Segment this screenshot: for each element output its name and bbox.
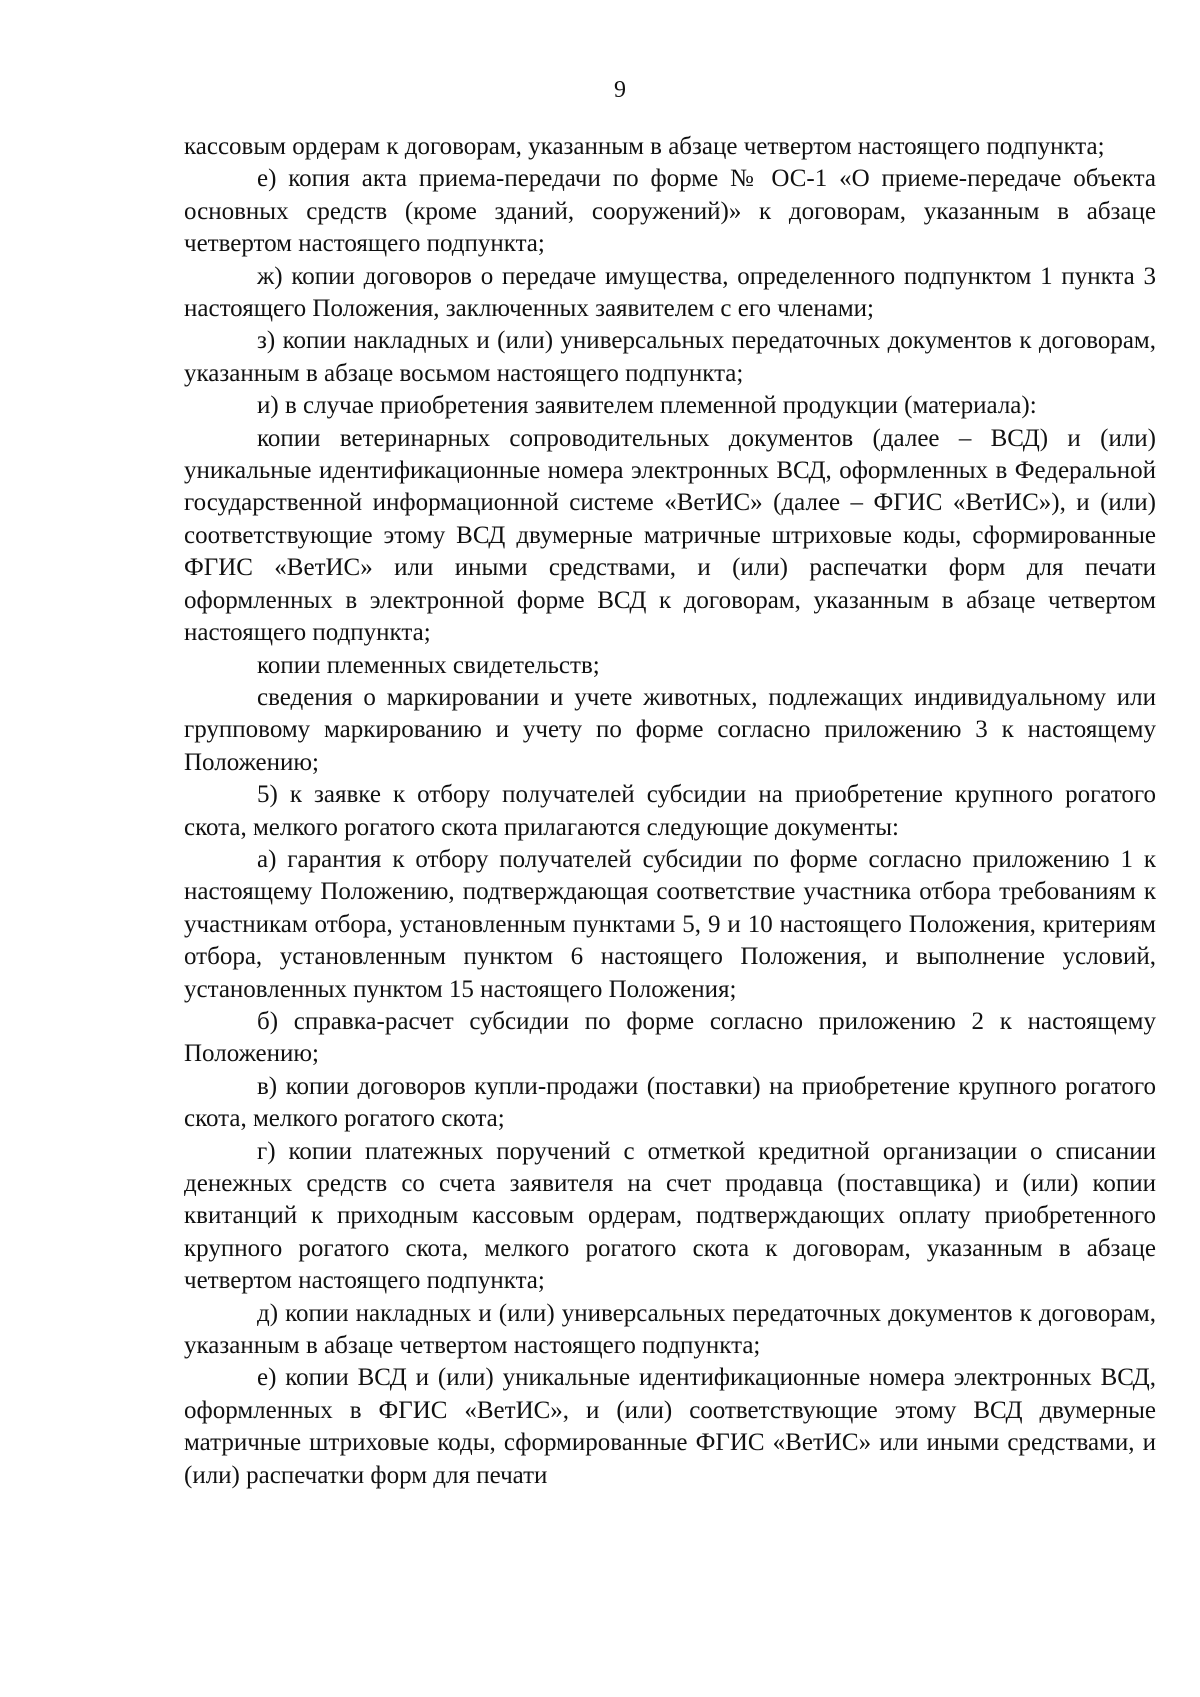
paragraph-item-zh-property-contracts: ж) копии договоров о передаче имущества, определенного подпунктом 1 пункта 3 настоящего Положения, заключенных заявителем с его членами; xyxy=(184,262,1156,323)
paragraph-item-e-act-os1: е) копия акта приема-передачи по форме № ОС-1 «О приеме-передаче объекта основных средств (кроме зданий, сооружений)» к договорам, указанным в абзаце четвертом настоящего подпункта; xyxy=(184,165,1156,258)
paragraph-animal-marking: сведения о маркировании и учете животных, подлежащих индивидуальному или групповому маркированию и учету по форме согласно приложению 3 к настоящему Положению; xyxy=(184,683,1156,776)
paragraph-subitem-5-cattle: 5) к заявке к отбору получателей субсидии на приобретение крупного рогатого скота, мелкого рогатого скота прилагаются следующие документы: xyxy=(184,781,1156,841)
paragraph-vsd-copies: копии ветеринарных сопроводительных документов (далее – ВСД) и (или) уникальные идентификационные номера электронных ВСД, оформленных в Федеральной государственной информационной системе «ВетИС» (далее – ФГИС «ВетИС»), и (или) соответствующие этому ВСД двумерные матричные штриховые коды, сформированные ФГИС «ВетИС» или иными средствами, и (или) распечатки форм для печати оформленных в электронной форме ВСД к договорам, указанным в абзаце четвертом настоящего подпункта; xyxy=(184,424,1156,647)
paragraph-item-g-payment-orders: г) копии платежных поручений с отметкой кредитной организации о списании денежных средств со счета заявителя на счет продавца (поставщика) и (или) копии квитанций к приходным кассовым ордерам, подтверждающих оплату приобретенного крупного рогатого скота, мелкого рогатого скота к договорам, указанным в абзаце четвертом настоящего подпункта; xyxy=(184,1137,1156,1295)
paragraph-item-d-invoices: д) копии накладных и (или) универсальных передаточных документов к договорам, указанным в абзаце четвертом настоящего подпункта; xyxy=(184,1299,1156,1360)
paragraph-item-b-calculation: б) справка-расчет субсидии по форме согласно приложению 2 к настоящему Положению; xyxy=(184,1007,1156,1068)
paragraph-item-i-breeding-products: и) в случае приобретения заявителем племенной продукции (материала): xyxy=(257,392,1037,420)
paragraph-item-v-purchase-contracts: в) копии договоров купли-продажи (поставки) на приобретение крупного рогатого скота, мелкого рогатого скота; xyxy=(184,1072,1156,1133)
paragraph-item-e-vsd: е) копии ВСД и (или) уникальные идентификационные номера электронных ВСД, оформленных в ФГИС «ВетИС», и (или) соответствующие этому ВСД двумерные матричные штриховые коды, сформированные ФГИС «ВетИС» или иными средствами, и (или) распечатки форм для печати xyxy=(184,1364,1156,1489)
paragraph-item-z-invoices: з) копии накладных и (или) универсальных передаточных документов к договорам, указанным в абзаце восьмом настоящего подпункта; xyxy=(184,327,1156,387)
paragraph-item-a-guarantee: а) гарантия к отбору получателей субсидии по форме согласно приложению 1 к настоящему Положению, подтверждающая соответствие участника отбора требованиям к участникам отбора, установленным пунктами 5, 9 и 10 настоящего Положения, критериям отбора, установленным пунктом 6 настоящего Положения, и выполнение условий, установленных пунктом 15 настоящего Положения; xyxy=(184,845,1156,1003)
page-number: 9 xyxy=(614,77,626,103)
paragraph-breeding-certificates: копии племенных свидетельств; xyxy=(257,651,600,679)
paragraph-continuation: кассовым ордерам к договорам, указанным в абзаце четвертом настоящего подпункта; xyxy=(184,133,1105,160)
document-body xyxy=(184,131,1156,1492)
